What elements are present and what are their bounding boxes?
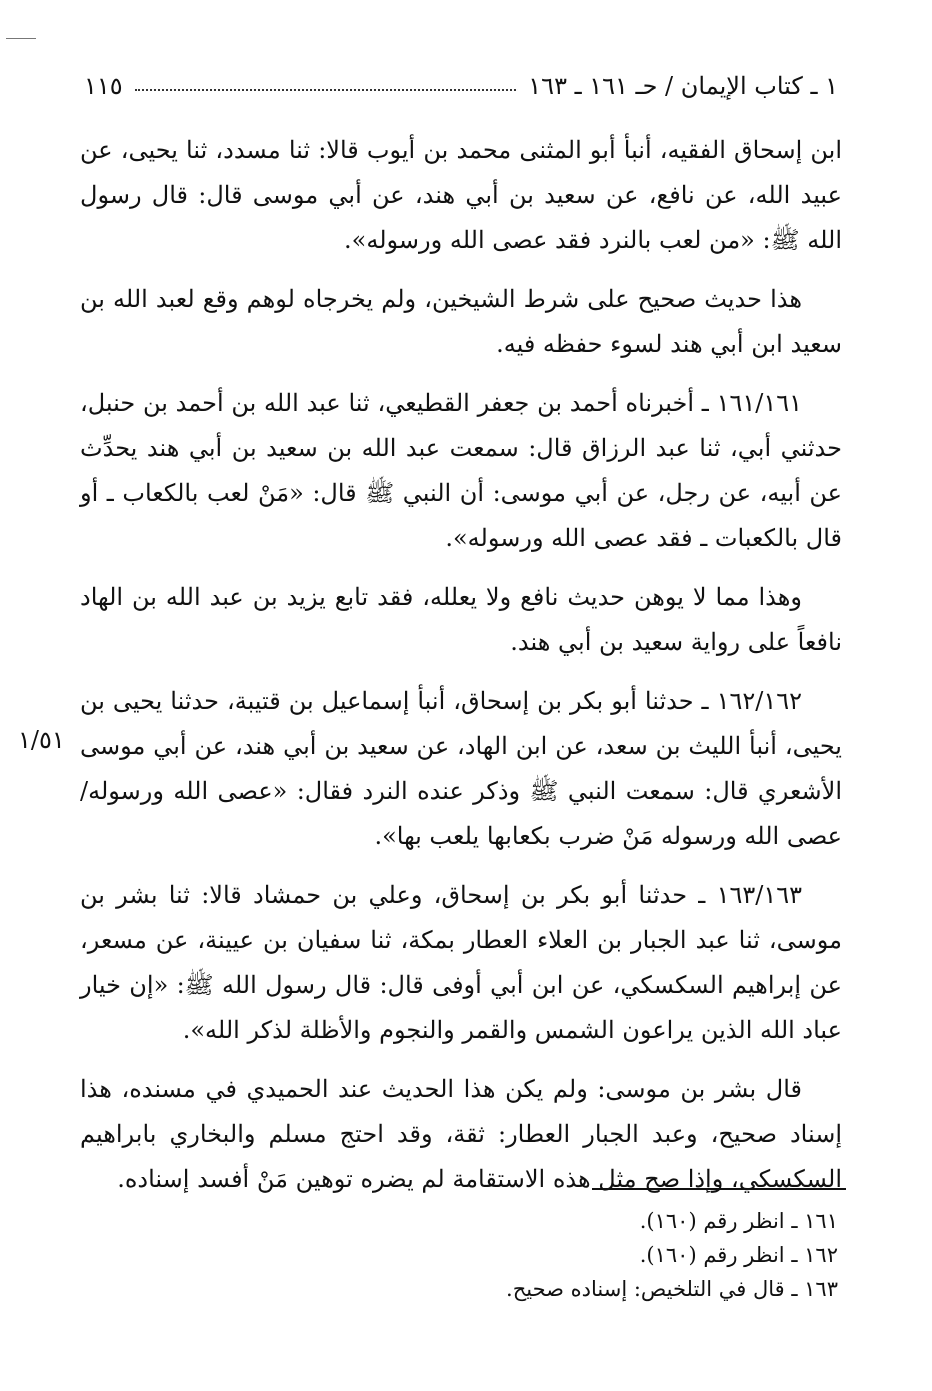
hadith-161: ١٦١/١٦١ ـ أخبرناه أحمد بن جعفر القطيعي، ثنا عبد الله بن أحمد بن حنبل، حدثني أبي، ثنا عبد الرزاق قال: سمعت عبد الله بن سعيد بن أبي هند يحدِّث عن أبيه، عن رجل، عن أبي موسى: أن النبي ﷺ قال: «مَنْ لعب بالكعاب ـ أو قال بالكعبات ـ فقد عصى الله ورسوله». <box>80 389 843 552</box>
page-header <box>84 68 838 104</box>
page-number: ١١٥ <box>84 72 123 100</box>
paragraph: هذا حديث صحيح على شرط الشيخين، ولم يخرجاه لوهم وقع لعبد الله بن سعيد ابن أبي هند لسوء حفظه فيه. <box>80 285 842 358</box>
paragraph: ابن إسحاق الفقيه، أنبأ أبو المثنى محمد بن أيوب قالا: ثنا مسدد، ثنا يحيى، عن عبيد الله، عن نافع، عن سعيد بن أبي هند، عن أبي موسى قال: قال رسول الله ﷺ: «من لعب بالنرد فقد عصى الله ورسوله». <box>80 136 842 254</box>
footnotes <box>300 1204 838 1306</box>
hadith-162: ١٦٢/١٦٢ ـ حدثنا أبو بكر بن إسحاق، أنبأ إسماعيل بن قتيبة، حدثنا يحيى بن يحيى، أنبأ الليث بن سعد، عن ابن الهاد، عن سعيد بن أبي هند، عن أبي موسى الأشعري قال: سمعت النبي ﷺ وذكر عنده النرد فقال: «عصى الله ورسوله/ عصى الله ورسوله مَنْ ضرب بكعابها يلعب بها». <box>80 687 842 850</box>
running-title: ١ ـ كتاب الإيمان / حـ ١٦١ ـ ١٦٣ <box>528 72 838 100</box>
footnote: ١٦٣ ـ قال في التلخيص: إسناده صحيح. <box>506 1277 838 1301</box>
paragraph: وهذا مما لا يوهن حديث نافع ولا يعلله، فقد تابع يزيد بن عبد الله بن الهاد نافعاً على رواية سعيد بن أبي هند. <box>80 583 842 656</box>
header-dot-leader <box>135 81 517 91</box>
footnote: ١٦٢ ـ انظر رقم (١٦٠). <box>639 1243 838 1267</box>
main-text <box>80 128 842 1216</box>
hadith-163: ١٦٣/١٦٣ ـ حدثنا أبو بكر بن إسحاق، وعلي بن حمشاد قالا: ثنا بشر بن موسى، ثنا عبد الجبار بن العلاء العطار بمكة، ثنا سفيان بن عيينة، عن مسعر، عن إبراهيم السكسكي، عن ابن أبي أوفى قال: قال رسول الله ﷺ: «إن خيار عباد الله الذين يراعون الشمس والقمر والنجوم والأظلة لذكر الله». <box>80 881 842 1044</box>
paragraph: قال بشر بن موسى: ولم يكن هذا الحديث عند الحميدي في مسنده، هذا إسناد صحيح، وعبد الجبار العطار: ثقة، وقد احتج مسلم والبخاري بابراهيم السكسكي، وإذا صح مثل هذه الاستقامة لم يضره توهين مَنْ أفسد إسناده. <box>80 1075 842 1193</box>
margin-note: ١/٥١ <box>18 726 65 754</box>
footnote: ١٦١ ـ انظر رقم (١٦٠). <box>639 1209 838 1233</box>
footnote-divider <box>592 1188 846 1190</box>
corner-mark <box>6 38 36 39</box>
